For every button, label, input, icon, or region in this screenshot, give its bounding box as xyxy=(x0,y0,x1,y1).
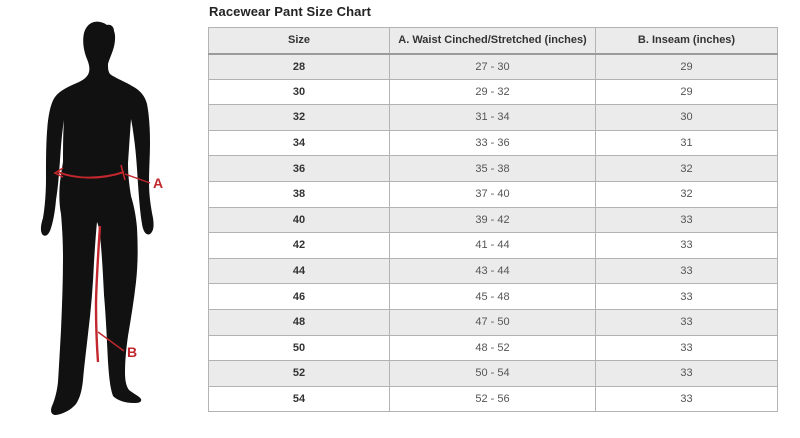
size-cell: 44 xyxy=(209,258,390,284)
waist-cell: 48 - 52 xyxy=(390,335,596,361)
waist-cell: 50 - 54 xyxy=(390,361,596,387)
waist-cell: 41 - 44 xyxy=(390,233,596,259)
table-row xyxy=(209,309,778,335)
waist-cell: 39 - 42 xyxy=(390,207,596,233)
table-row xyxy=(209,233,778,259)
waist-cell: 47 - 50 xyxy=(390,309,596,335)
table-row xyxy=(209,54,778,80)
inseam-cell: 33 xyxy=(596,361,778,387)
measurement-figure-svg xyxy=(0,0,208,438)
size-chart-panel xyxy=(208,0,786,438)
table-row xyxy=(209,361,778,387)
size-cell: 42 xyxy=(209,233,390,259)
waist-cell: 29 - 32 xyxy=(390,79,596,105)
table-row xyxy=(209,130,778,156)
column-header-inseam: B. Inseam (inches) xyxy=(596,28,778,54)
waist-cell: 31 - 34 xyxy=(390,105,596,131)
inseam-cell: 33 xyxy=(596,309,778,335)
table-row xyxy=(209,156,778,182)
size-cell: 38 xyxy=(209,181,390,207)
inseam-cell: 33 xyxy=(596,284,778,310)
size-cell: 50 xyxy=(209,335,390,361)
column-header-size: Size xyxy=(209,28,390,54)
size-cell: 52 xyxy=(209,361,390,387)
table-header-row xyxy=(209,28,778,54)
waist-cell: 35 - 38 xyxy=(390,156,596,182)
inseam-cell: 33 xyxy=(596,207,778,233)
size-cell: 30 xyxy=(209,79,390,105)
waist-cell: 52 - 56 xyxy=(390,386,596,412)
size-cell: 54 xyxy=(209,386,390,412)
waist-cell: 45 - 48 xyxy=(390,284,596,310)
table-row xyxy=(209,258,778,284)
table-row xyxy=(209,386,778,412)
size-cell: 36 xyxy=(209,156,390,182)
table-row xyxy=(209,335,778,361)
inseam-cell: 33 xyxy=(596,386,778,412)
size-cell: 32 xyxy=(209,105,390,131)
measure-label-a: A xyxy=(153,175,164,191)
waist-cell: 33 - 36 xyxy=(390,130,596,156)
waist-cell: 37 - 40 xyxy=(390,181,596,207)
size-cell: 48 xyxy=(209,309,390,335)
size-chart-table xyxy=(208,27,778,412)
inseam-measure-line xyxy=(96,226,100,362)
size-cell: 28 xyxy=(209,54,390,80)
column-header-waist: A. Waist Cinched/Stretched (inches) xyxy=(390,28,596,54)
waist-cell: 43 - 44 xyxy=(390,258,596,284)
inseam-cell: 33 xyxy=(596,335,778,361)
inseam-cell: 33 xyxy=(596,258,778,284)
inseam-cell: 31 xyxy=(596,130,778,156)
inseam-cell: 32 xyxy=(596,181,778,207)
inseam-cell: 29 xyxy=(596,54,778,80)
measure-label-b: B xyxy=(127,344,138,360)
table-row xyxy=(209,105,778,131)
table-row xyxy=(209,181,778,207)
inseam-cell: 32 xyxy=(596,156,778,182)
size-cell: 34 xyxy=(209,130,390,156)
size-cell: 46 xyxy=(209,284,390,310)
table-row xyxy=(209,284,778,310)
inseam-cell: 30 xyxy=(596,105,778,131)
table-row xyxy=(209,79,778,105)
waist-cell: 27 - 30 xyxy=(390,54,596,80)
page-title: Racewear Pant Size Chart xyxy=(209,4,372,19)
table-row xyxy=(209,207,778,233)
inseam-cell: 33 xyxy=(596,233,778,259)
measurement-figure xyxy=(0,0,208,438)
inseam-cell: 29 xyxy=(596,79,778,105)
size-cell: 40 xyxy=(209,207,390,233)
